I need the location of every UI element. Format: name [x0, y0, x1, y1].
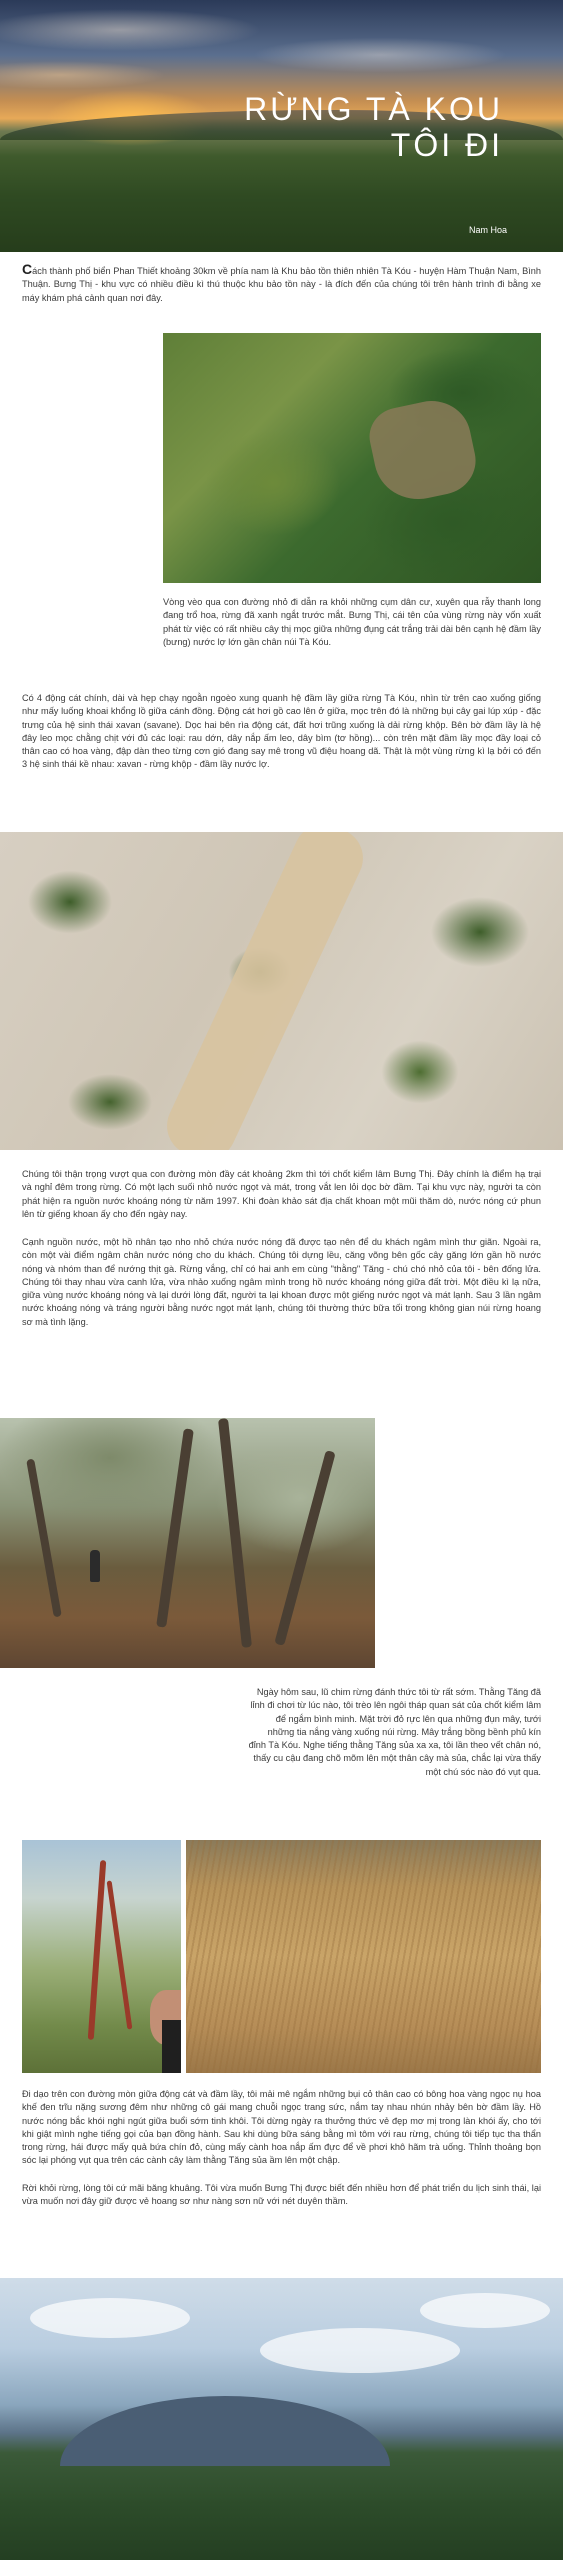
paragraph-aerial: Vòng vèo qua con đường nhỏ đi dẫn ra khỏi những cụm dân cư, xuyên qua rẫy thanh long đang trổ hoa, rừng đã xanh ngắt trước mắt. Bưng Thị, cái tên của vùng rừng này vốn xuất phát từ việc có rất nhiều cây thị mọc giữa những đụng cát trắng trải dài bên cạnh hệ đầm lầy (bưng) nước lợ lớn gần chân núi Tà Kóu.: [163, 597, 541, 647]
paragraph-path: Chúng tôi thận trọng vượt qua con đường mòn đầy cát khoảng 2km thì tới chốt kiểm lâm Bưng Thị. Đây chính là điểm hạ trại và nghỉ đêm trong rừng. Có một lạch suối nhỏ nước ngọt và mát, trong vắt len lỏi dọc bờ đầm. Tại khu vực này, người ta còn phát hiện ra nguồn nước khoáng nóng từ năm 1997. Khi đoàn khảo sát địa chất khoan một mũi thăm dò, nước nóng cứ phun lên từ giếng khoan ấy cho đến ngày nay.: [22, 1169, 541, 1219]
cloud: [30, 2298, 190, 2338]
aerial-forest-photo: [163, 333, 541, 583]
sleeve: [162, 2020, 181, 2073]
hero-photo: [0, 0, 563, 252]
flower-stem: [88, 1860, 107, 2040]
tree-trunk: [156, 1428, 194, 1627]
paragraph-morning: Ngày hôm sau, lũ chim rừng đánh thức tôi từ rất sớm. Thằng Tăng đã lỉnh đi chơi từ lúc nào, tôi trèo lên ngôi tháp quan sát của chốt kiểm lâm để ngắm bình minh. Mặt trời đỏ rực lên qua những đụn mây, tưới những tia nắng vàng xuống núi rừng. Mây trắng bồng bềnh phủ kín đỉnh Tà Kóu. Nghe tiếng thằng Tăng sủa xa xa, tôi lần theo vết chân nó, thấy cu cậu đang chõ mõm lên một thân cây mà sủa, chắc lại vừa thấy một chú sóc nào đó vụt qua.: [248, 1687, 541, 1777]
aerial-sand-dunes-photo: [0, 832, 563, 1150]
grass-field-photo: [186, 1840, 541, 2073]
flower-stem: [107, 1880, 133, 2029]
intro-paragraph: [22, 263, 541, 305]
article-title-line2: TÔI ĐI: [390, 127, 503, 163]
sand-road: [157, 832, 373, 1150]
paragraph-leave: Rời khỏi rừng, lòng tôi cứ mãi băng khuâng. Tôi vừa muốn Bưng Thị được biết đến nhiều hơn để phát triển du lịch sinh thái, lại vừa muốn nơi đây giữ được vẻ hoang sơ như nàng sơn nữ với nét duyên thầm.: [22, 2183, 541, 2207]
sky-clouds: [0, 0, 563, 90]
tree-trunk: [26, 1459, 62, 1618]
forest-path-photo: [0, 1418, 375, 1668]
tree-trunk: [274, 1450, 335, 1646]
drop-cap: C: [22, 261, 33, 277]
mountain-landscape-photo: [0, 2278, 563, 2560]
tree-trunk: [218, 1418, 252, 1648]
paragraph-dunes: Có 4 động cát chính, dài và hẹp chạy ngoằn ngoèo xung quanh hệ đầm lầy giữa rừng Tà Kóu, nhìn từ trên cao xuống giống như mấy luống khoai khổng lồ giữa cánh đồng. Động cát hơi gồ cao lên ở giữa, mọc trên đó là những bụi cây gai lúp xúp - đặc trưng của hệ sinh thái xavan (savane). Dọc hai bên rìa động cát, đất hơi trũng xuống là dải rừng khộp. Bên bờ đầm lầy là hệ đây leo mọc chằng chịt với đủ các loại: rau dớn, dây nắp ấm leo, dây bìm (tơ hồng)... còn trên mặt đầm lầy mọc đầy loại cỏ thân cao có hoa vàng, đập dàn theo từng cơn gió đang say mê trong vũ điệu hoang dã. Thật là một vùng rừng kì lạ bởi có đến 3 hệ sinh thái kề nhau: xavan - rừng khộp - đầm lầy nước lợ.: [22, 693, 541, 770]
article-title-line1: RỪNG TÀ KOU: [244, 91, 503, 127]
sand-clearing: [364, 394, 482, 508]
paragraph-spring: Cạnh nguồn nước, một hồ nhân tạo nho nhỏ chứa nước nóng đã được tạo nên để du khách ngâm mình thư giãn. Ngoài ra, còn một vài điểm ngâm chân nước nóng cho du khách. Chúng tôi dựng lều, căng võng bên gốc cây găng lớn gần hồ nước nóng và nhóm than để nướng thịt gà. Rừng vắng, chỉ có hai anh em cùng "thằng" Tăng - chú chó nhỏ của tôi - bên đống lửa. Chúng tôi thay nhau vừa canh lửa, vừa nhảo xuống ngâm mình trong hồ nước khoáng nóng giữa đất trời. Một điều kì lạ nữa, giữa vùng nước khoáng nóng và lại dưới lòng đất, người ta lại khoan được một giếng nước ngọt và mát lạnh. Sau 3 lần ngâm nước khoáng nóng và tráng người bằng nước ngọt mát lạnh, chúng tôi thường thức bữa tối trong không gian núi rừng hoang sơ mà tình lặng.: [22, 1237, 541, 1327]
cloud: [420, 2293, 550, 2328]
paragraph-trail: Đi dạo trên con đường mòn giữa động cát và đầm lầy, tôi mải mê ngắm những bụi cỏ thân cao có bông hoa vàng ngọc nụ hoa khế đen trĩu nặng sương đêm như những cô gái mang chuỗi ngọc trang sức, nắm tay nhau nhún nhảy bên bờ đầm lầy. Hồ nước nóng bắc khói nghi ngút giữa buổi sớm tinh khôi. Tôi dừng ngày ra thưởng thức vẻ đẹp mơ mị trong làn khói ấy, cho tới khi giật mình nghe tiếng gọi của bạn đồng hành. Sau khi dùng bữa sáng bằng mì tôm với rau rừng, chúng tôi tiếp tục tha thẩn trong rừng, hái được mấy quả bứa chín đỏ, cùng mấy cành hoa nắp ấm đực để về phơi khô hãm trà uống. Thỉnh thoảng bọn sóc lại phóng vụt qua trên các cành cây làm thằng Tăng sủa ầm lên một chập.: [22, 2089, 541, 2166]
article-author: Nam Hoa: [469, 225, 508, 235]
cloud: [260, 2328, 460, 2373]
pitcher-plant-photo: [22, 1840, 181, 2073]
mountain-ta-kou: [60, 2396, 390, 2466]
intro-text: ách thành phố biển Phan Thiết khoảng 30km về phía nam là Khu bảo tồn thiên nhiên Tà Kóu - huyện Hàm Thuận Nam, Bình Thuận. Bưng Thị - khu vực có nhiều điều kì thú thuộc khu bảo tồn này - là đích đến của chúng tôi trên hành trình đi bằng xe máy khám phá cảnh quan nơi đây.: [22, 266, 541, 303]
person-figure: [90, 1550, 100, 1582]
